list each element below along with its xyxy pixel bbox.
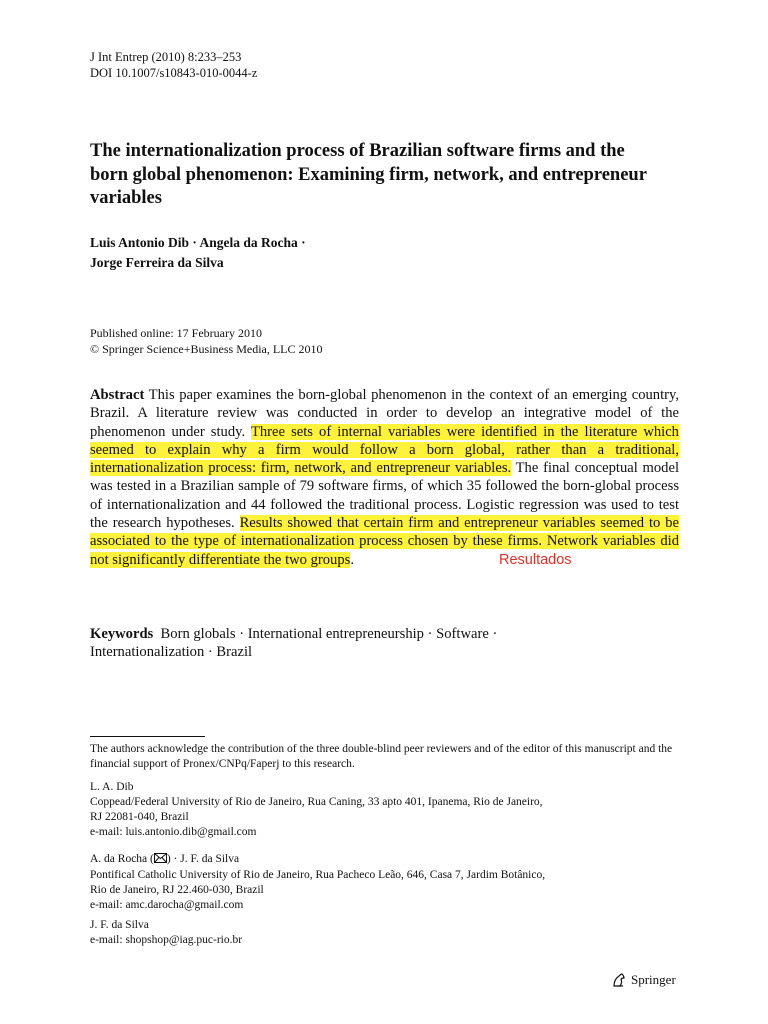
springer-name: Springer bbox=[631, 972, 676, 987]
copyright: © Springer Science+Business Media, LLC 2010 bbox=[90, 342, 323, 356]
keywords-line-2: Internationalization · Brazil bbox=[90, 644, 253, 661]
keywords-line-1: Born globals · International entrepreneurship · Software · bbox=[160, 626, 498, 642]
rocha-affiliation-1: Pontifical Catholic University of Rio de Janeiro, Rua Pacheco Leão, 646, Casa 7, Jardim Botânico, bbox=[90, 869, 546, 881]
springer-horse-icon bbox=[611, 972, 627, 988]
acknowledgement: The authors acknowledge the contribution of the three double-blind peer reviewers and of the editor of this manuscript and the financial support of Pronex/CNPq/Faperj to this research. bbox=[90, 743, 673, 770]
abstract bbox=[90, 386, 679, 569]
authors-line-2: Jorge Ferreira da Silva bbox=[90, 255, 224, 270]
abstract-text-2: The final conceptual model was tested in a Brazilian sample of 79 software firms, of which 35 followed the born-global process of internationalization and 44 followed the traditional process. Logistic regression was used to test the research hypotheses. bbox=[90, 460, 680, 532]
affiliation-rocha-silva bbox=[90, 852, 685, 913]
footnote-divider bbox=[90, 736, 205, 737]
silva-name: J. F. da Silva bbox=[90, 919, 149, 931]
keywords bbox=[90, 625, 679, 662]
highlight-variables: Three sets of internal variables were identified in the literature which seemed to explain why a firm would follow a born global, rather than a traditional, internationalization process: firm, network, and entrepreneur variables. bbox=[90, 423, 679, 477]
affiliation-silva bbox=[90, 918, 685, 948]
paper-title: The internationalization process of Brazilian software firms and the born global phenomenon: Examining firm, network, and entrepreneur variables bbox=[90, 141, 647, 208]
dib-email[interactable]: e-mail: luis.antonio.dib@gmail.com bbox=[90, 826, 257, 838]
dib-affiliation-2: RJ 22081-040, Brazil bbox=[90, 811, 189, 823]
affiliation-dib bbox=[90, 780, 685, 840]
publication-info bbox=[90, 325, 323, 357]
highlight-results: Results showed that certain firm and entrepreneur variables seemed to be associated to the type of internationalization process chosen by these firms. Network variables did not significantly differentiate the two groups bbox=[90, 515, 679, 568]
envelope-icon bbox=[154, 853, 167, 868]
doi: DOI 10.1007/s10843-010-0044-z bbox=[90, 66, 258, 80]
journal-citation: J Int Entrep (2010) 8:233–253 bbox=[90, 50, 242, 64]
keywords-label: Keywords bbox=[90, 626, 154, 642]
abstract-label: Abstract bbox=[90, 387, 145, 403]
springer-logo bbox=[611, 972, 676, 988]
rocha-affiliation-2: Rio de Janeiro, RJ 22.460-030, Brazil bbox=[90, 884, 264, 896]
annotation-resultados: Resultados bbox=[499, 551, 572, 568]
published-date: Published online: 17 February 2010 bbox=[90, 326, 262, 340]
author-list bbox=[90, 233, 306, 273]
abstract-text-1: This paper examines the born-global phenomenon in the context of an emerging country, Brazil. A literature review was conducted in order to develop an integrative model of the phenomenon under study. bbox=[90, 387, 679, 440]
dib-name: L. A. Dib bbox=[90, 781, 134, 793]
rocha-name-line bbox=[90, 852, 685, 868]
rocha-prefix: A. da Rocha ( bbox=[90, 853, 154, 865]
rocha-suffix: ) · J. F. da Silva bbox=[166, 853, 240, 865]
abstract-period: . bbox=[350, 551, 354, 568]
journal-header bbox=[90, 49, 257, 81]
authors-line-1: Luis Antonio Dib · Angela da Rocha · bbox=[90, 235, 306, 250]
dib-affiliation-1: Coppead/Federal University of Rio de Janeiro, Rua Caning, 33 apto 401, Ipanema, Rio de Janeiro, bbox=[90, 796, 543, 808]
silva-email[interactable]: e-mail: shopshop@iag.puc-rio.br bbox=[90, 934, 243, 946]
rocha-email[interactable]: e-mail: amc.darocha@gmail.com bbox=[90, 899, 244, 911]
